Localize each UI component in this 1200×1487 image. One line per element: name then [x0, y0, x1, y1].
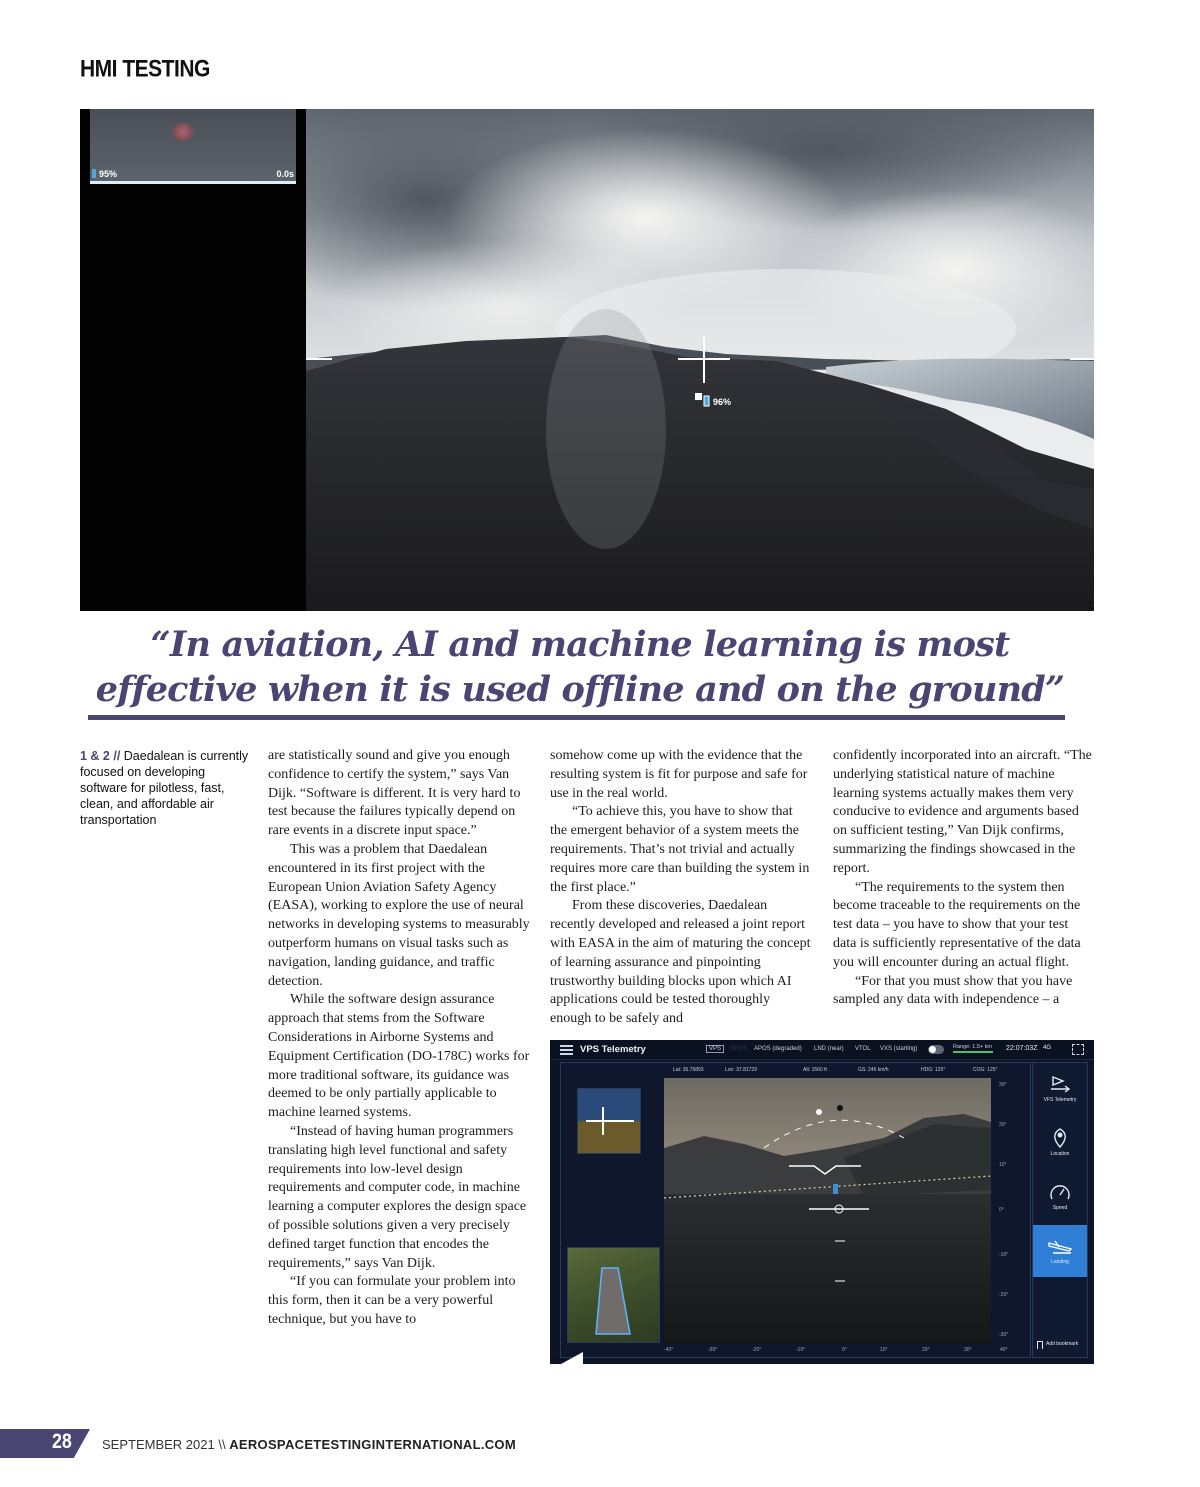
inset-time-value: 0.0s [276, 169, 294, 179]
caption-reference: 1 & 2 // [80, 749, 121, 763]
readout-lon: Lon: 37.81729 [725, 1067, 757, 1073]
pull-quote-rule [88, 715, 1065, 720]
hud-sidebar [1032, 1062, 1088, 1358]
mode-vxs: VXS (starting) [880, 1046, 918, 1052]
aerial-landscape [306, 109, 1094, 611]
pitch-tick: -30° [999, 1332, 1009, 1338]
speedometer-icon [1033, 1179, 1087, 1205]
inset-progress-bar [90, 181, 296, 184]
hud-top-bar [550, 1040, 1094, 1060]
utc-clock: 22:07:03Z [1006, 1045, 1038, 1052]
signal-indicator: 4G [1043, 1045, 1052, 1051]
runway-outline [568, 1248, 660, 1343]
sidebar-item-label: Landing [1051, 1259, 1069, 1265]
bookmark-label: Add bookmark [1046, 1341, 1079, 1347]
pitch-scale [997, 1078, 1027, 1344]
inset-camera-view [90, 109, 296, 183]
sidebar-item-speed[interactable] [1033, 1171, 1087, 1223]
attitude-indicator [577, 1088, 641, 1154]
range-label: Range: 1.5+ km [953, 1044, 992, 1050]
heading-tick: -20° [752, 1347, 762, 1353]
pitch-tick: 30° [999, 1082, 1007, 1088]
vxs-toggle[interactable] [928, 1045, 944, 1054]
detected-aircraft-thumbnail [172, 123, 194, 141]
pitch-tick: -20° [999, 1292, 1009, 1298]
paragraph: While the software design assurance approach that stems from the Software Considerations in Airborne Systems and Equipment Certification (DO-178C) works for more traditional software, its guidance was deemed to be only partially applicable to machine learned systems. [268, 992, 530, 1121]
sidebar-item-vfs-telemetry[interactable] [1033, 1063, 1087, 1115]
mode-badge-vps: VPS [706, 1045, 724, 1053]
footer-line [102, 1437, 516, 1452]
camera-inset-panel [80, 109, 306, 611]
page-number: 28 [52, 1430, 72, 1453]
range-bar [953, 1051, 993, 1053]
pull-quote: “In aviation, AI and machine learning is most effective when it is used offline and on the ground” [95, 624, 1065, 710]
paragraph: This was a problem that Daedalean encountered in its first project with the European Union Aviation Safety Agency (EASA), working to explore the use of neural networks in developing systems to measurably outperform humans on visual tasks such as navigation, landing guidance, and traffic detection. [268, 841, 530, 989]
readout-hdg: HDG: 125° [921, 1067, 946, 1073]
bookmark-icon [1037, 1341, 1043, 1349]
app-title: VPS Telemetry [580, 1044, 646, 1055]
paragraph: “The requirements to the system then become traceable to the requirements on the test data – you have to show that your test data is sufficiently representative of the data you will encounter during an actual flight. [833, 879, 1081, 970]
readout-cog: COG: 125° [973, 1067, 998, 1073]
telemetry-icon [1033, 1071, 1087, 1097]
pitch-tick: 10° [999, 1162, 1007, 1168]
mode-dpos: DPOS [730, 1046, 748, 1052]
sidebar-item-location[interactable] [1033, 1117, 1087, 1169]
heading-tick: 10° [880, 1347, 888, 1353]
paragraph: are statistically sound and give you enough confidence to certify the system,” says Van Dijk. “Software is different. It is very hard to test because the failures typically depend on rare events in a discrete input space.” [268, 748, 521, 839]
heading-tick: -10° [796, 1347, 806, 1353]
footer-website-link[interactable]: AEROSPACETESTINGINTERNATIONAL.COM [229, 1437, 516, 1452]
readout-gs: GS: 246 km/h [858, 1067, 889, 1073]
attitude-horizon-line [586, 1120, 634, 1122]
paragraph: “To achieve this, you have to show that the emergent behavior of a system meets the requirements. That’s not trivial and actually requires more care than building the system in the first place.” [550, 804, 810, 895]
body-column-2 [550, 747, 812, 1029]
readout-lat: Lat: 35.75893 [673, 1067, 704, 1073]
airplane-landing-icon [1033, 1233, 1087, 1259]
footer-separator: \\ [218, 1437, 226, 1452]
footer-page-tab [0, 1429, 90, 1458]
figure-2-hud-screenshot [550, 1040, 1094, 1364]
heading-tick: -40° [664, 1347, 674, 1353]
figure-caption [80, 748, 252, 828]
paragraph: “For that you must show that you have sampled any data with independence – a [833, 973, 1073, 1008]
heading-tick: -30° [708, 1347, 718, 1353]
section-label: HMI TESTING [80, 56, 210, 83]
paragraph: “Instead of having human programmers translating high level functional and safety requirements into low-level design requirements and computer code, in machine learning a computer explores the design space of possible solutions given a very precisely defined target function that encodes the requirements,” says Van Dijk. [268, 1123, 527, 1271]
telemetry-readouts [673, 1067, 1013, 1077]
footer-issue: SEPTEMBER 2021 [102, 1437, 215, 1452]
fullscreen-icon[interactable] [1072, 1044, 1084, 1055]
inset-confidence [92, 169, 117, 179]
heading-scale [664, 1347, 1008, 1355]
figure-2-number: 2 [550, 1353, 557, 1367]
confidence-marker-icon [92, 169, 96, 178]
paragraph: somehow come up with the evidence that the resulting system is fit for purpose and safe for use in the real world. [550, 748, 808, 801]
runway-camera-inset [567, 1247, 660, 1343]
menu-icon[interactable] [560, 1045, 573, 1055]
readout-alt: Alt: 1560 ft [803, 1067, 827, 1073]
heading-tick: 0° [842, 1347, 847, 1353]
figure-2-corner-cut [561, 1352, 583, 1364]
body-column-1 [268, 747, 530, 1330]
sidebar-item-label: Location [1050, 1151, 1070, 1157]
location-pin-icon [1033, 1125, 1087, 1151]
sidebar-item-label: VFS Telemetry [1043, 1097, 1077, 1103]
target-confidence-label: 96% [713, 397, 732, 407]
inset-confidence-value: 95% [99, 169, 118, 179]
sidebar-item-landing[interactable] [1033, 1225, 1087, 1277]
attitude-vertical-line [602, 1107, 604, 1135]
heading-tick: 30° [964, 1347, 972, 1353]
body-column-3 [833, 747, 1095, 1010]
hud-main-panel [560, 1062, 1031, 1358]
figure-1-number: 1 [1087, 598, 1094, 612]
pitch-tick: 20° [999, 1122, 1007, 1128]
caption-text: Daedalean is currently focused on developing software for pilotless, fast, clean, and affordable air transportation [80, 749, 249, 827]
add-bookmark-button[interactable] [1037, 1341, 1078, 1349]
hud-camera-view [664, 1078, 991, 1344]
pitch-tick: 0° [999, 1207, 1004, 1213]
mode-vtol: VTOL [855, 1046, 871, 1052]
mode-lnd: LND (near) [814, 1046, 844, 1052]
figure-1-photo [80, 109, 1094, 611]
paragraph: “If you can formulate your problem into this form, then it can be a very powerful technique, but you have to [268, 1274, 516, 1327]
pitch-tick: -10° [999, 1252, 1009, 1258]
heading-tick: 40° [1000, 1347, 1008, 1353]
heading-tick: 20° [922, 1347, 930, 1353]
sidebar-item-label: Speed [1052, 1205, 1068, 1211]
paragraph: From these discoveries, Daedalean recently developed and released a joint report with EASA in the aim of maturing the concept of learning assurance and pinpointing trustworthy building blocks upon which AI applications could be tested thoroughly enough to be safely and [550, 898, 811, 1027]
paragraph: confidently incorporated into an aircraft. “The underlying statistical nature of machine learning systems actually makes them very conducive to evidence and arguments based on sufficient testing,” Van Dijk confirms, summarizing the findings showcased in the report. [833, 748, 1092, 876]
mode-apos: APOS (degraded) [754, 1046, 802, 1052]
